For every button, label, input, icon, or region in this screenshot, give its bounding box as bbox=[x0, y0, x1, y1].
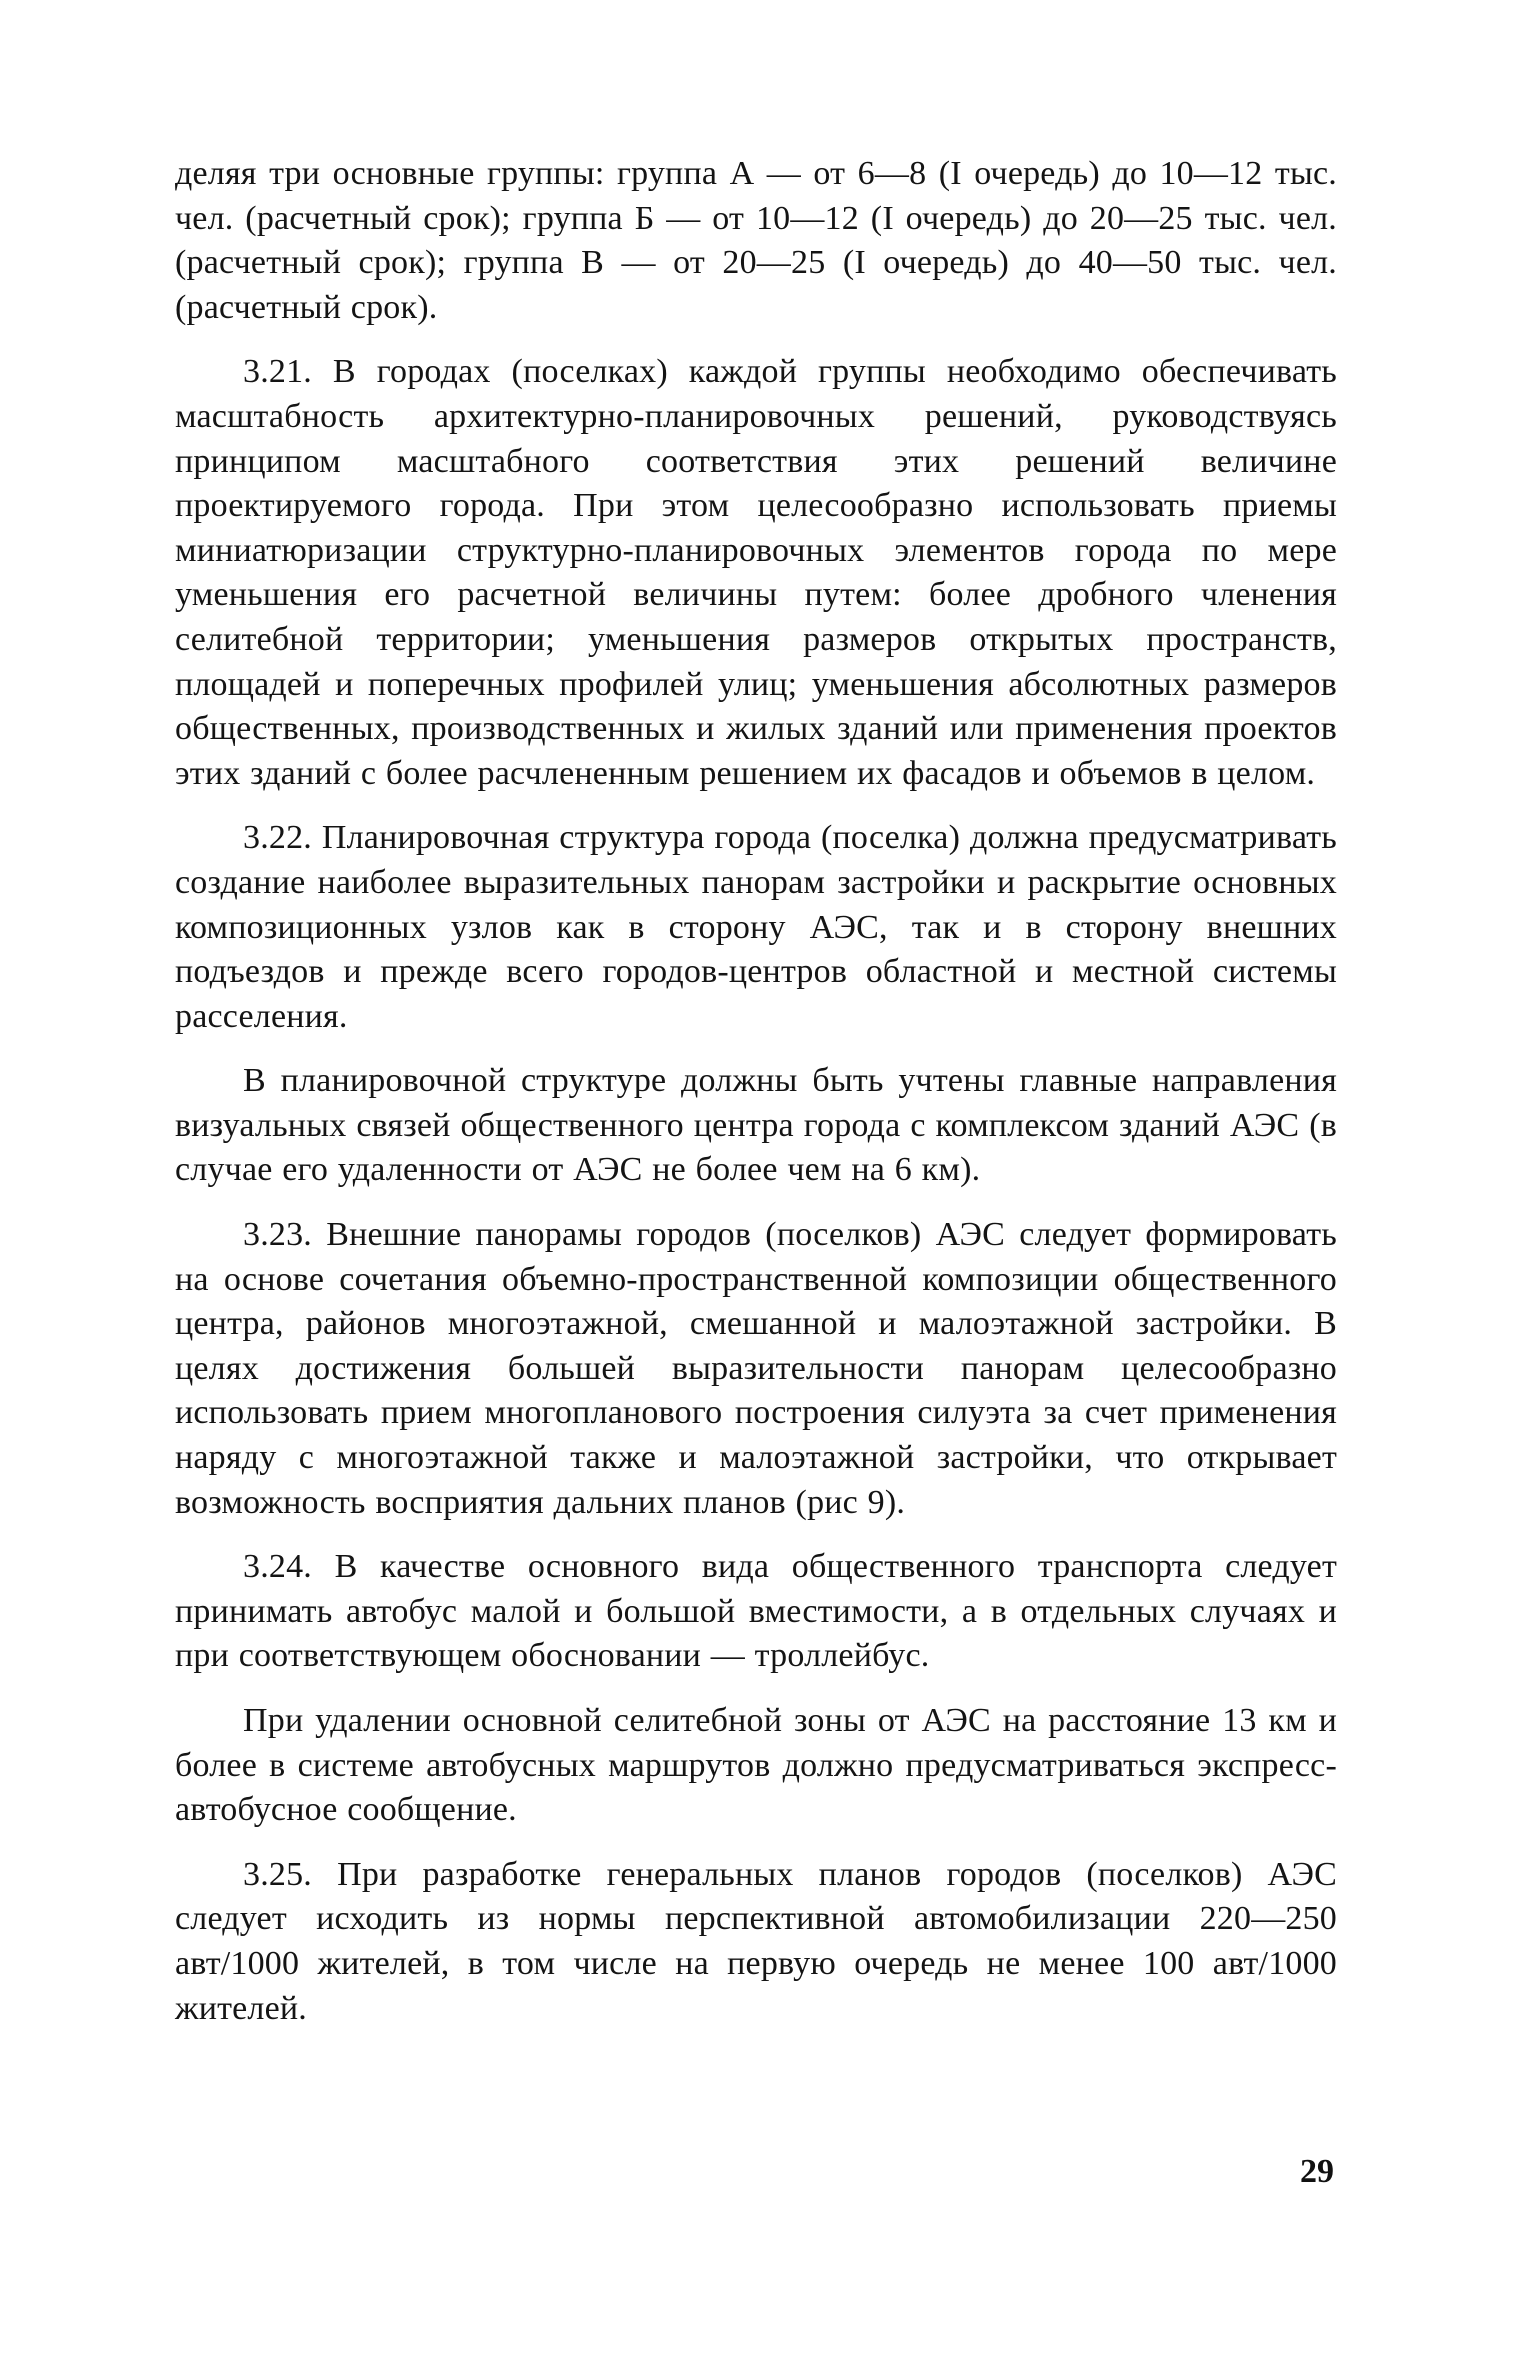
page-number: 29 bbox=[1300, 2153, 1334, 2190]
paragraph-3-22: 3.22. Планировочная структура города (поселка) должна предусматривать создание наиболее выразительных панорам застройки и раскрытие основных композиционных узлов как в сторону АЭС, так и в сторону внешних подъездов и прежде всего городов-центров областной и местной системы расселения. bbox=[175, 819, 1337, 1035]
paragraph-3-24: 3.24. В качестве основного вида общественного транспорта следует принимать автобус малой и большой вместимости, а в отдельных случаях и при соответствующем обосновании — троллейбус. bbox=[175, 1548, 1337, 1675]
body-text bbox=[175, 152, 1337, 2031]
paragraph-3-21: 3.21. В городах (поселках) каждой группы необходимо обеспечивать масштабность архитектурно-планировочных решений, руководствуясь принципом масштабного соответствия этих решений величине проектируемого города. При этом целесообразно использовать приемы миниатюризации структурно-планировочных элементов города по мере уменьшения его расчетной величины путем: более дробного членения селитебной территории; уменьшения размеров открытых пространств, площадей и поперечных профилей улиц; уменьшения абсолютных размеров общественных, производственных и жилых зданий или применения проектов этих зданий с более расчлененным решением их фасадов и объемов в целом. bbox=[175, 353, 1337, 792]
paragraph-continuation: деляя три основные группы: группа А — от 6—8 (I очередь) до 10—12 тыс. чел. (расчетный срок); группа Б — от 10—12 (I очередь) до 20—25 тыс. чел. (расчетный срок); группа В — от 20—25 (I очередь) до 40—50 тыс. чел. (расчетный срок). bbox=[175, 155, 1337, 326]
paragraph-3-22-visual-links: В планировочной структуре должны быть учтены главные направления визуальных связей общественного центра города с комплексом зданий АЭС (в случае его удаленности от АЭС не более чем на 6 км). bbox=[175, 1062, 1337, 1189]
paragraph-3-23: 3.23. Внешние панорамы городов (поселков) АЭС следует формировать на основе сочетания объемно-пространственной композиции общественного центра, районов многоэтажной, смешанной и малоэтажной застройки. В целях достижения большей выразительности панорам целесообразно использовать прием многопланового построения силуэта за счет применения наряду с многоэтажной также и малоэтажной застройки, что открывает возможность восприятия дальних планов (рис 9). bbox=[175, 1216, 1337, 1521]
paragraph-3-25: 3.25. При разработке генеральных планов городов (поселков) АЭС следует исходить из нормы перспективной автомобилизации 220—250 авт/1000 жителей, в том числе на первую очередь не менее 100 авт/1000 жителей. bbox=[175, 1855, 1337, 2027]
paragraph-3-24-express: При удалении основной селитебной зоны от АЭС на расстояние 13 км и более в системе автобусных маршрутов должно предусматриваться экспресс-автобусное сообщение. bbox=[175, 1702, 1337, 1829]
